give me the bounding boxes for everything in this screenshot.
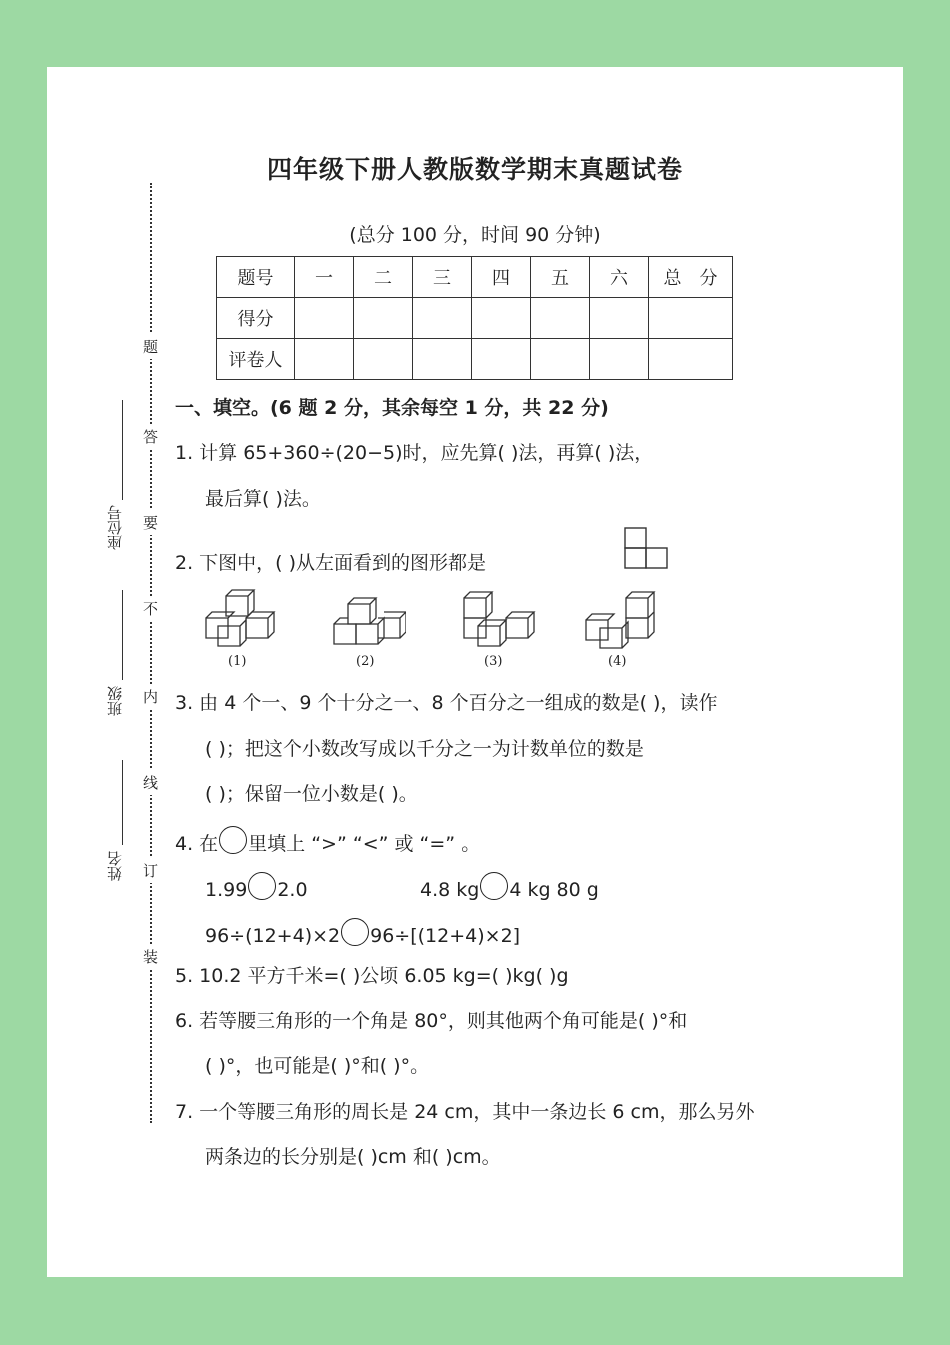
cube-stack-figure-2-icon [330, 596, 406, 650]
compare-left: 4.8 kg [420, 879, 480, 901]
question-7-line: 两条边的长分别是( )cm 和( )cm。 [205, 1146, 501, 1168]
seat-number-field[interactable] [122, 400, 123, 500]
score-table-row [217, 339, 733, 380]
question-1-line: 最后算( )法。 [205, 488, 321, 510]
score-entry-cell[interactable] [413, 298, 472, 339]
table-cell: 五 [531, 257, 590, 298]
left-view-shape-icon [624, 527, 668, 569]
binding-char: 内 [143, 684, 158, 709]
question-4-compare-row [205, 872, 308, 901]
binding-dotted-line [150, 183, 152, 1123]
figure-label: (1) [228, 654, 247, 669]
figure-label: (2) [356, 654, 375, 669]
exam-subtitle: (总分 100 分，时间 90 分钟) [349, 224, 601, 246]
question-1-line: 1. 计算 65+360÷(20−5)时，应先算( )法，再算( )法， [175, 442, 654, 464]
figure-label: (4) [608, 654, 627, 669]
compare-circle-icon[interactable] [341, 918, 369, 946]
table-cell: 评卷人 [217, 339, 295, 380]
binding-char: 答 [143, 424, 158, 449]
score-entry-cell[interactable] [649, 339, 733, 380]
exam-paper [47, 67, 903, 1277]
class-label: 班级 [106, 686, 124, 716]
table-cell: 六 [590, 257, 649, 298]
compare-left: 96÷(12+4)×2 [205, 925, 341, 947]
table-cell: 二 [354, 257, 413, 298]
question-7-line: 7. 一个等腰三角形的周长是 24 cm，其中一条边长 6 cm，那么另外 [175, 1101, 755, 1123]
table-cell: 题号 [217, 257, 295, 298]
score-entry-cell[interactable] [413, 339, 472, 380]
question-3-line: ( )；把这个小数改写成以千分之一为计数单位的数是 [205, 738, 644, 760]
score-entry-cell[interactable] [590, 298, 649, 339]
score-table-header-row [217, 257, 733, 298]
compare-right: 2.0 [277, 879, 308, 901]
binding-char: 要 [143, 510, 158, 535]
compare-right: 4 kg 80 g [509, 879, 599, 901]
cube-stack-figure-4-icon [582, 590, 660, 650]
score-entry-cell[interactable] [295, 298, 354, 339]
score-entry-cell[interactable] [531, 339, 590, 380]
question-4-instruction: 里填上 “>” “<” 或 “=” 。 [248, 833, 481, 855]
exam-title: 四年级下册人教版数学期末真题试卷 [266, 155, 683, 184]
score-entry-cell[interactable] [649, 298, 733, 339]
cube-stack-figure-1-icon [200, 588, 280, 650]
binding-char: 题 [143, 334, 158, 359]
compare-right: 96÷[(12+4)×2] [370, 925, 521, 947]
name-label: 姓名 [106, 851, 124, 881]
class-field[interactable] [122, 590, 123, 680]
question-4-compare-row [420, 872, 599, 901]
question-6-line: ( )°，也可能是( )°和( )°。 [205, 1055, 430, 1077]
section-heading: 一、填空。(6 题 2 分，其余每空 1 分，共 22 分) [175, 397, 609, 419]
score-entry-cell[interactable] [354, 298, 413, 339]
question-4-line [175, 826, 480, 856]
score-table-row [217, 298, 733, 339]
binding-char: 线 [143, 770, 158, 795]
question-2-line: 2. 下图中，( )从左面看到的图形都是 [175, 552, 487, 574]
seat-number-label: 座位号 [106, 505, 124, 550]
name-field[interactable] [122, 760, 123, 845]
table-cell: 四 [472, 257, 531, 298]
binding-char: 装 [143, 944, 158, 969]
compare-left: 1.99 [205, 879, 248, 901]
question-3-line: 3. 由 4 个一、9 个十分之一、8 个百分之一组成的数是( )，读作 [175, 692, 718, 714]
score-entry-cell[interactable] [295, 339, 354, 380]
score-entry-cell[interactable] [531, 298, 590, 339]
table-cell: 一 [295, 257, 354, 298]
question-3-line: ( )；保留一位小数是( )。 [205, 783, 418, 805]
table-cell: 总 分 [649, 257, 733, 298]
score-entry-cell[interactable] [590, 339, 649, 380]
compare-circle-icon[interactable] [480, 872, 508, 900]
compare-circle-icon[interactable] [248, 872, 276, 900]
cube-stack-figure-3-icon [460, 590, 536, 650]
table-cell: 三 [413, 257, 472, 298]
score-table [216, 256, 733, 380]
score-entry-cell[interactable] [472, 298, 531, 339]
table-cell: 得分 [217, 298, 295, 339]
binding-char: 订 [143, 858, 158, 883]
question-4-prefix: 4. 在 [175, 833, 219, 855]
binding-char: 不 [143, 596, 158, 621]
score-entry-cell[interactable] [472, 339, 531, 380]
figure-label: (3) [484, 654, 503, 669]
question-4-compare-row [205, 918, 520, 947]
compare-circle-icon [219, 826, 247, 854]
score-entry-cell[interactable] [354, 339, 413, 380]
question-5-line: 5. 10.2 平方千米=( )公顷 6.05 kg=( )kg( )g [175, 965, 569, 987]
question-6-line: 6. 若等腰三角形的一个角是 80°，则其他两个角可能是( )°和 [175, 1010, 688, 1032]
